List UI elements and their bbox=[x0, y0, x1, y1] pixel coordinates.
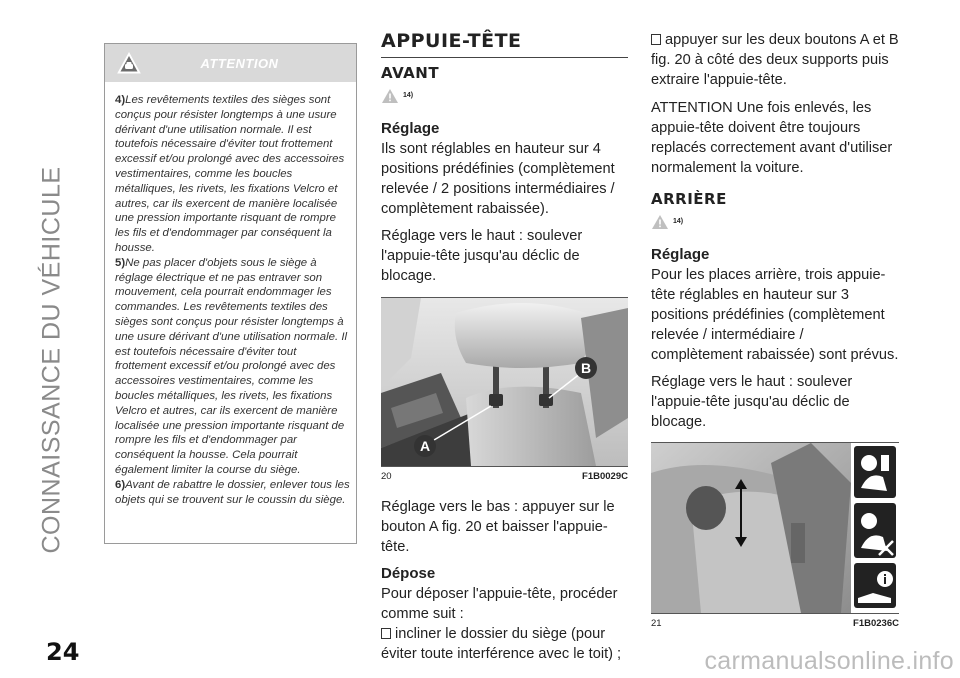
attention-item bbox=[115, 478, 350, 508]
bullet-item bbox=[651, 30, 899, 90]
bullet-text: appuyer sur les deux boutons A et B fig. 20 à côté des deux supports puis extraire l'appuie-tête. bbox=[651, 32, 899, 88]
page-number: 24 bbox=[46, 638, 80, 666]
figure-image bbox=[651, 442, 899, 614]
paragraph: Réglage vers le haut : soulever l'appuie-tête jusqu'au déclic de blocage. bbox=[651, 374, 853, 430]
attention-body bbox=[105, 82, 356, 507]
warning-ref-number: 14) bbox=[403, 92, 414, 99]
label-a: A bbox=[419, 438, 431, 454]
item-text: Avant de rabattre le dossier, enlever tous les objets qui se trouvent sur le coussin du siège. bbox=[115, 478, 350, 506]
subsection-title: ARRIÈRE bbox=[651, 190, 727, 208]
attention-title: ATTENTION bbox=[200, 56, 279, 71]
paragraph: ATTENTION Une fois enlevés, les appuie-tête doivent être toujours replacés correctement avant d'utiliser normalement la voiture. bbox=[651, 100, 893, 176]
attention-item bbox=[115, 256, 350, 478]
figure-image bbox=[381, 297, 628, 467]
checkbox-bullet-icon bbox=[651, 34, 661, 45]
label-b: B bbox=[580, 360, 592, 376]
rear-headrest-illustration bbox=[651, 443, 899, 613]
item-number: 6) bbox=[115, 478, 126, 491]
checkbox-bullet-icon bbox=[381, 628, 391, 639]
warning-reference bbox=[381, 88, 628, 110]
figure-number: 20 bbox=[381, 471, 392, 482]
attention-box bbox=[104, 43, 357, 544]
attention-item bbox=[115, 93, 350, 256]
heading-reglage: Réglage bbox=[651, 246, 710, 263]
column-front-headrest bbox=[381, 30, 628, 664]
figure-number: 21 bbox=[651, 618, 662, 629]
heading-reglage: Réglage bbox=[381, 120, 440, 137]
paragraph: Pour déposer l'appuie-tête, procéder comme suit : bbox=[381, 586, 618, 622]
figure-code: F1B0029C bbox=[582, 471, 628, 482]
section-title: APPUIE-TÊTE bbox=[381, 30, 628, 58]
chapter-side-title: CONNAISSANCE DU VÉHICULE bbox=[37, 166, 66, 554]
heading-depose: Dépose bbox=[381, 565, 436, 582]
warning-triangle-icon bbox=[381, 88, 399, 104]
figure-caption bbox=[651, 618, 899, 629]
warning-triangle-icon bbox=[651, 214, 669, 230]
watermark: carmanualsonline.info bbox=[704, 647, 954, 675]
warning-reference bbox=[651, 214, 899, 236]
item-text: Ne pas placer d'objets sous le siège à réglage électrique et ne pas entraver son mouvement, cela pourrait endommager les commandes. Les revêtements textiles des sièges sont conçus pour résister longtemps à une usure dérivant d'une utilisation normale. Il est toutefois nécessaire d'éviter tout frottement excessif et/ou prolongé avec des accessoires vestimentaires, comme les boucles métalliques, les rivets, les fixations Velcro et autres, car ils exercent de manière localisée une pression importante risquant de rompre les fils et d'endommager par conséquent la housse. Cela pourrait également limiter la course du siège. bbox=[115, 256, 348, 476]
figure-caption bbox=[381, 471, 628, 482]
front-headrest-illustration bbox=[381, 298, 628, 466]
subsection-title: AVANT bbox=[381, 64, 440, 82]
paragraph: Pour les places arrière, trois appuie-tête réglables en hauteur sur 3 positions prédéfinies (complètement relevée / intermédiaire / complètement rabaissée) sont prévus. bbox=[651, 267, 899, 363]
paragraph: Ils sont réglables en hauteur sur 4 positions prédéfinies (complètement relevée / 2 positions intermédiaires / complètement rabaissée). bbox=[381, 141, 615, 217]
warning-ref-number: 14) bbox=[673, 218, 684, 225]
item-number: 5) bbox=[115, 256, 126, 269]
bullet-text: incliner le dossier du siège (pour éviter toute interférence avec le toit) ; bbox=[381, 626, 622, 662]
item-number: 4) bbox=[115, 94, 126, 106]
column-rear-headrest bbox=[651, 30, 899, 629]
attention-header bbox=[105, 44, 356, 82]
item-text: Les revêtements textiles des sièges sont conçus pour résister longtemps à une usure dérivant d'une utilisation normale. Il est toutefois nécessaire d'éviter tout frottement excessif et/ou prolongé avec des accessoires vestimentaires, comme les boucles métalliques, les rivets, les fixations Velcro et autres, car ils exercent de manière localisée une pression importante risquant de rompre les fils et d'endommager par conséquent la housse. bbox=[115, 94, 345, 254]
figure-21 bbox=[651, 442, 899, 629]
bullet-item bbox=[381, 624, 628, 664]
figure-code: F1B0236C bbox=[853, 618, 899, 629]
paragraph: Réglage vers le bas : appuyer sur le bouton A fig. 20 et baisser l'appuie-tête. bbox=[381, 499, 615, 555]
figure-20 bbox=[381, 297, 628, 482]
paragraph: Réglage vers le haut : soulever l'appuie-tête jusqu'au déclic de blocage. bbox=[381, 228, 583, 284]
